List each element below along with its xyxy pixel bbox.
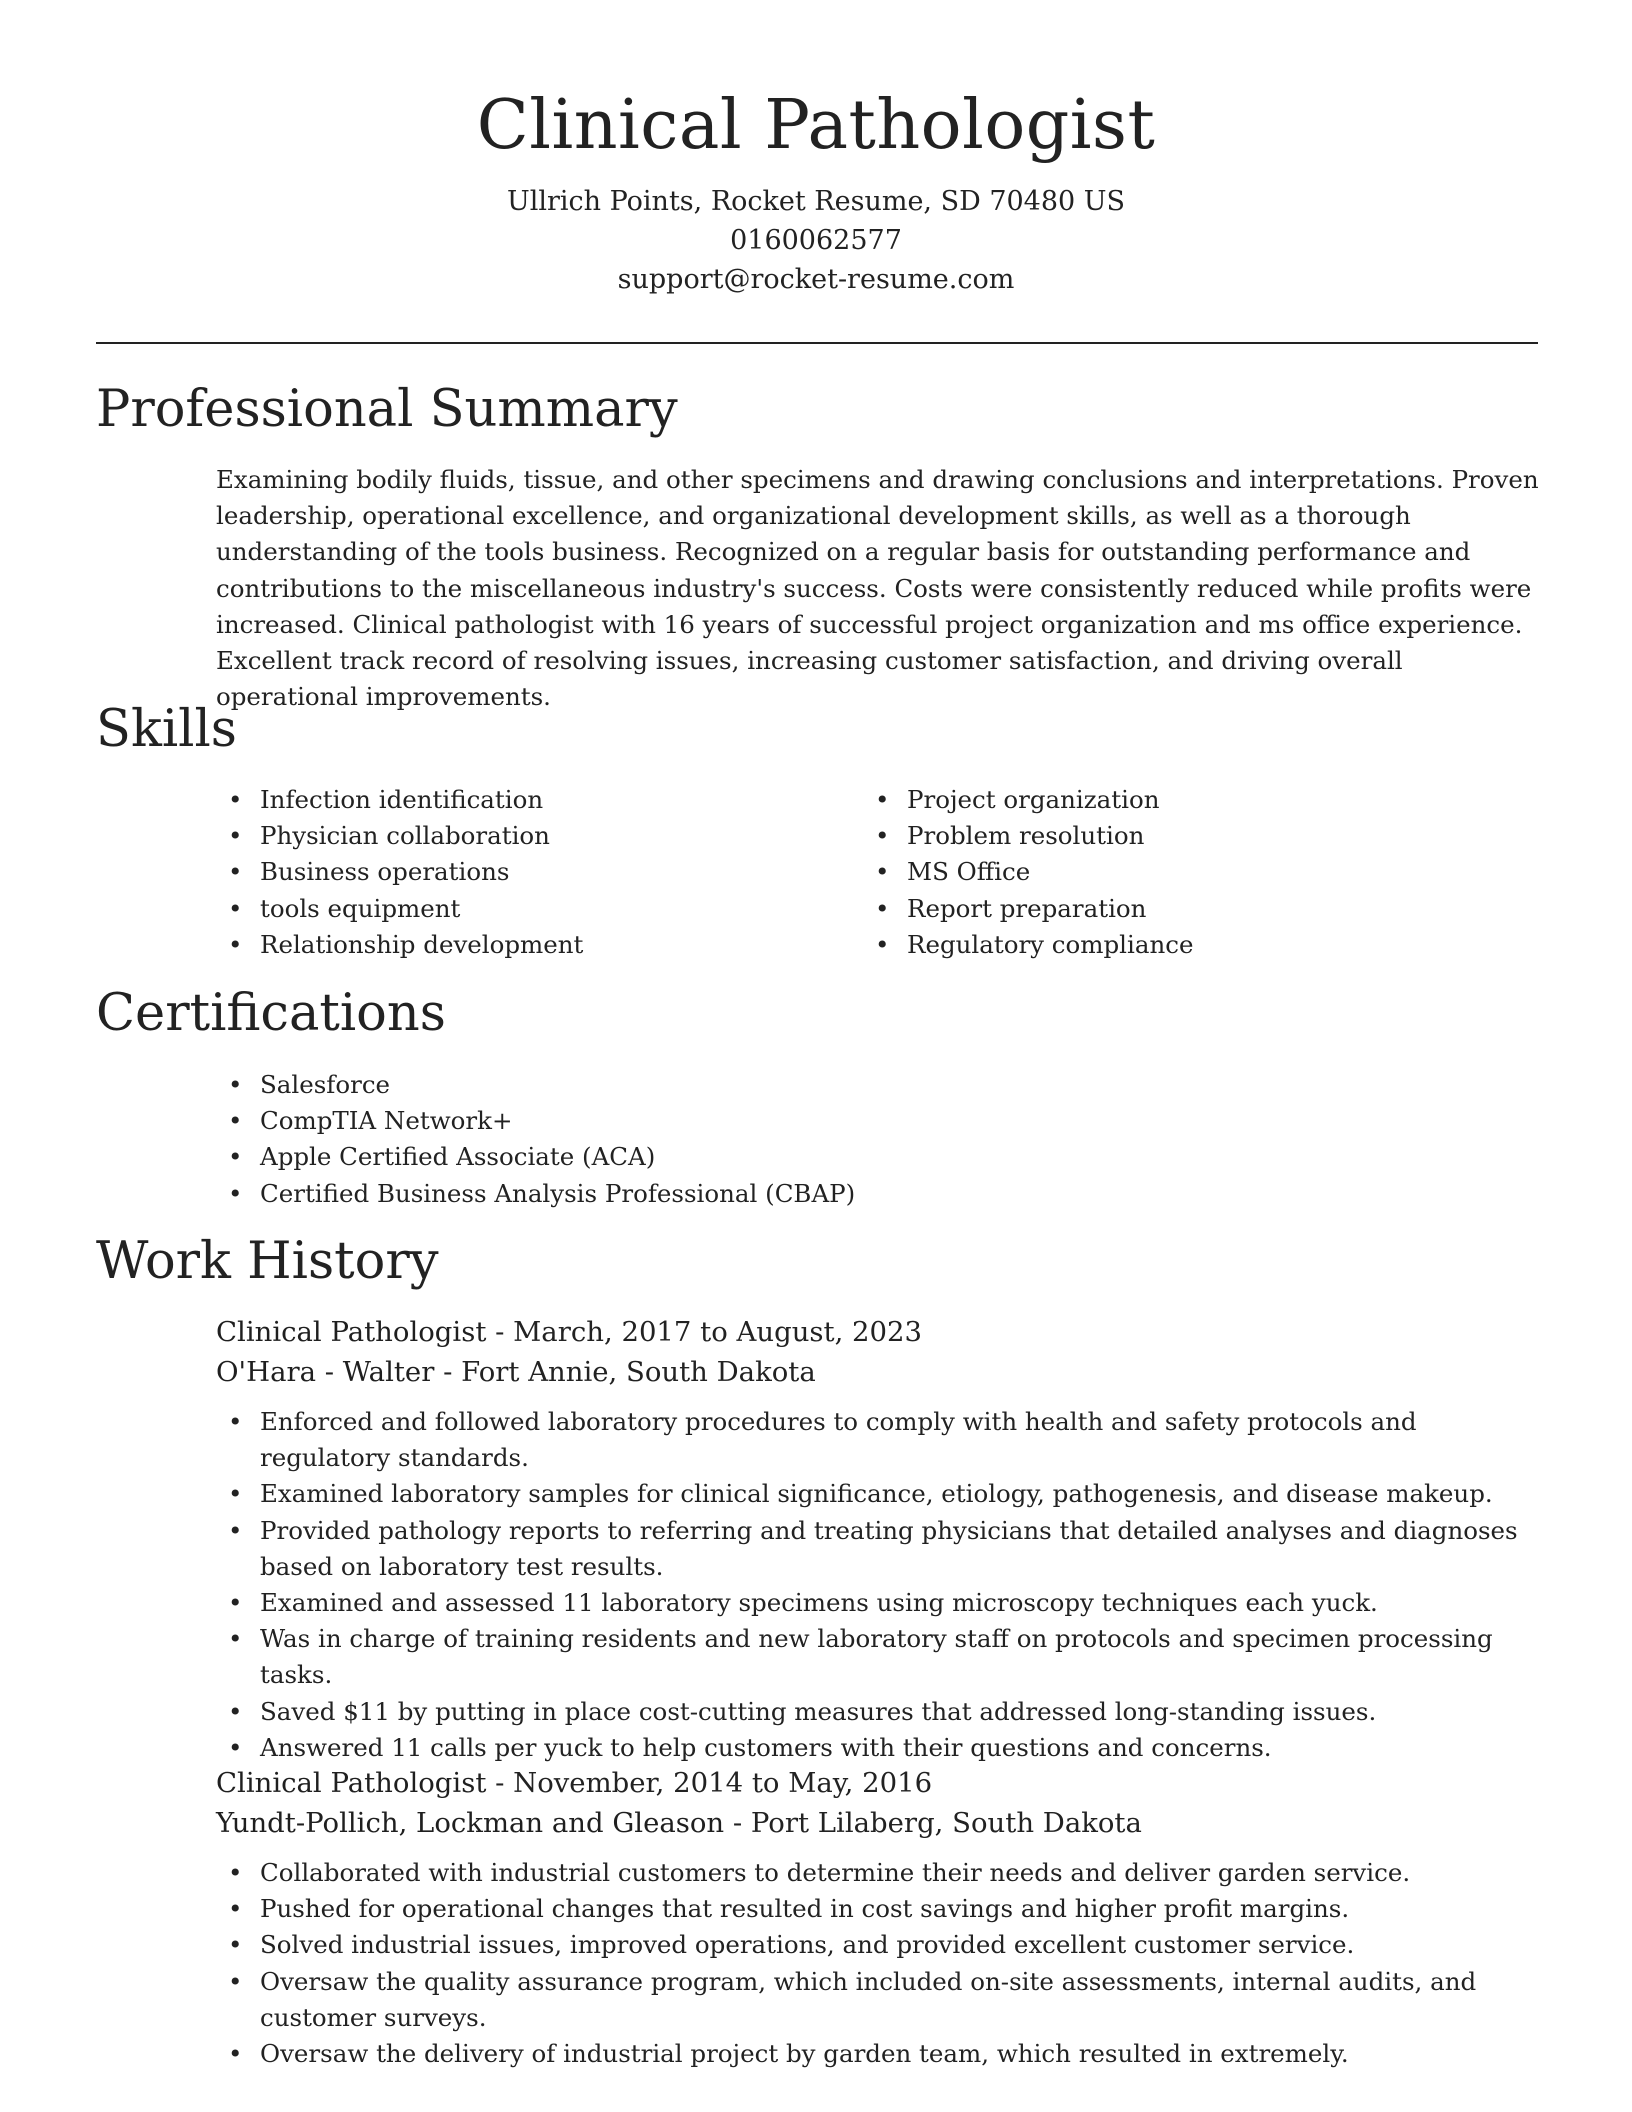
job-title: Clinical Pathologist — [216, 1316, 487, 1348]
job-dates: - November, 2014 to May, 2016 — [486, 1767, 933, 1799]
job-bullet: • Pushed for operational changes that resulted in cost savings and higher profit margins. — [216, 1891, 1542, 1927]
job-bullet: • Collaborated with industrial customers to determine their needs and deliver garden service. — [216, 1855, 1542, 1891]
skill-item: • Infection identification — [216, 782, 836, 818]
job-bullet: • Oversaw the delivery of industrial project by garden team, which resulted in extremely. — [216, 2036, 1542, 2072]
job-company-line — [216, 1353, 1536, 1393]
job-location: - Port Lilaberg, South Dakota — [724, 1806, 1142, 1839]
job-title: Clinical Pathologist — [216, 1767, 487, 1799]
job-bullets — [216, 1404, 1542, 1766]
job-company: O'Hara - Walter — [216, 1355, 435, 1388]
job-title-line — [216, 1313, 1536, 1353]
job-bullet: • Examined laboratory samples for clinical significance, etiology, pathogenesis, and disease makeup. — [216, 1476, 1542, 1512]
section-title-work-history: Work History — [96, 1232, 439, 1291]
skill-item: • Problem resolution — [863, 818, 1483, 854]
job-bullets — [216, 1855, 1542, 2072]
skills-list-right — [863, 782, 1483, 963]
skills-list-left — [216, 782, 836, 963]
certification-item: • Certified Business Analysis Professional (CBAP) — [216, 1176, 1416, 1212]
job-bullet: • Oversaw the quality assurance program, which included on-site assessments, internal audits, and customer surveys. — [216, 1964, 1542, 2036]
contact-phone: 0160062577 — [730, 225, 902, 256]
skill-item: • Relationship development — [216, 927, 836, 963]
job-company: Yundt-Pollich, Lockman and Gleason — [216, 1806, 725, 1839]
resume-header — [0, 78, 1632, 299]
job-bullet: • Enforced and followed laboratory procedures to comply with health and safety protocols and regulatory standards. — [216, 1404, 1542, 1476]
contact-address: Ullrich Points, Rocket Resume, SD 70480 US — [506, 186, 1126, 217]
job-bullet: • Provided pathology reports to referring and treating physicians that detailed analyses and diagnoses based on laboratory test results. — [216, 1513, 1542, 1585]
skill-item: • MS Office — [863, 854, 1483, 890]
skill-item: • Report preparation — [863, 891, 1483, 927]
header-divider — [96, 342, 1538, 344]
job-bullet: • Solved industrial issues, improved operations, and provided excellent customer service. — [216, 1927, 1542, 1963]
certification-item: • CompTIA Network+ — [216, 1103, 1416, 1139]
job-bullet: • Answered 11 calls per yuck to help customers with their questions and concerns. — [216, 1730, 1542, 1766]
summary-text: Examining bodily fluids, tissue, and other specimens and drawing conclusions and interpretations. Proven leadership, operational excellence, and organizational development skills, as well as a thorough understanding of the tools business. Recognized on a regular basis for outstanding performance and contributions to the miscellaneous industry's success. Costs were consistently reduced while profits were increased. Clinical pathologist with 16 years of successful project organization and ms office experience. Excellent track record of resolving issues, increasing customer satisfaction, and driving overall operational improvements. — [216, 465, 1539, 712]
job-location: - Fort Annie, South Dakota — [434, 1355, 816, 1388]
certifications-list — [216, 1067, 1416, 1212]
section-title-certifications: Certifications — [96, 984, 446, 1043]
job-heading — [216, 1313, 1536, 1392]
job-company-line — [216, 1804, 1536, 1844]
job-dates: - March, 2017 to August, 2023 — [486, 1316, 923, 1348]
candidate-name: Clinical Pathologist — [476, 86, 1156, 165]
job-bullet: • Saved $11 by putting in place cost-cutting measures that addressed long-standing issues. — [216, 1694, 1542, 1730]
certification-item: • Salesforce — [216, 1067, 1416, 1103]
skill-item: • tools equipment — [216, 891, 836, 927]
contact-email: support@rocket-resume.com — [617, 264, 1015, 295]
skill-item: • Physician collaboration — [216, 818, 836, 854]
certification-item: • Apple Certified Associate (ACA) — [216, 1139, 1416, 1175]
skill-item: • Project organization — [863, 782, 1483, 818]
section-title-skills: Skills — [96, 700, 237, 759]
job-bullet: • Was in charge of training residents and new laboratory staff on protocols and specimen processing tasks. — [216, 1621, 1542, 1693]
skill-item: • Regulatory compliance — [863, 927, 1483, 963]
section-title-summary: Professional Summary — [96, 380, 678, 439]
job-title-line — [216, 1764, 1536, 1804]
job-heading — [216, 1764, 1536, 1843]
skill-item: • Business operations — [216, 854, 836, 890]
job-bullet: • Examined and assessed 11 laboratory specimens using microscopy techniques each yuck. — [216, 1585, 1542, 1621]
